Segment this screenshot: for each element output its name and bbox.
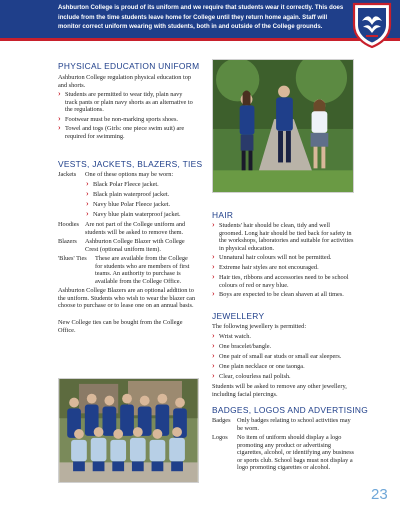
hair-bullet-colours: › Unnatural hair colours will not be permitted. (212, 254, 354, 262)
jewellery-item: › One bracelet/bangle. (212, 343, 354, 351)
blues-ties-definition: These are available from the College for students who are members of first teams. An authority to purchase is available from the College Office. (95, 255, 190, 285)
jewellery-item: › Wrist watch. (212, 333, 354, 341)
page-number: 23 (371, 486, 388, 503)
jacket-option: › Black plain waterproof jacket. (86, 191, 196, 199)
jackets-definition: One of these options may be worn: (85, 171, 174, 178)
jewellery-outro: Students will be asked to remove any other jewellery, including facial piercings. (212, 383, 347, 398)
hoodies-term: Hoodies (58, 221, 79, 228)
hair-bullet-styles: › Extreme hair styles are not encouraged. (212, 264, 354, 272)
students-walking-photo (212, 59, 354, 193)
pe-intro: Ashburton College regulation physical education top and shorts. (58, 74, 192, 89)
blazers-definition: Ashburton College Blazer with College Crest (optional uniform item). (85, 238, 185, 253)
hoodies-definition: Are not part of the College uniform and students will be asked to remove them. (85, 221, 186, 236)
header-divider (0, 38, 400, 41)
badges-definition: Only badges relating to school activities may be worn. (237, 417, 351, 432)
hair-heading: HAIR (212, 210, 234, 220)
jewellery-intro: The following jewellery is permitted: (212, 323, 307, 330)
jewellery-item: › Clear, colourless nail polish. (212, 373, 354, 381)
ties-paragraph: New College ties can be bought from the College Office. (58, 319, 183, 334)
hair-bullet-shaven: › Boys are expected to be clean shaven at all times. (212, 291, 354, 299)
blazers-term: Blazers (58, 238, 77, 245)
jacket-option: › Black Polar Fleece jacket. (86, 181, 196, 189)
header-banner (0, 0, 400, 38)
jacket-option: › Navy blue Polar Fleece jacket. (86, 201, 196, 209)
pe-bullet-trackpants: › Students are permitted to wear tidy, plain navy track pants or plain navy shorts as an alternative to the regulations. (58, 91, 196, 114)
blazers-paragraph: Ashburton College Blazers are an optional addition to the uniform. Students who wish to wear the blazer can choose to purchase or to lease one on an annual basis. (58, 287, 196, 310)
hair-bullet-grooming: › Students' hair should be clean, tidy and well groomed. Long hair should be tied back for safety in the workshops, laboratories and suitable for activities in physical education. (212, 222, 354, 252)
badges-term: Badges (212, 417, 231, 424)
pe-bullet-footwear: › Footwear must be non-marking sports shoes. (58, 116, 196, 124)
jacket-option: › Navy blue plain waterproof jacket. (86, 211, 196, 219)
uniform-notice: Ashburton College is proud of its uniform and we require that students wear it correctly. This does include from the time students leave home for College until they return home again. Staff will monitor correct uniform wearing with students, both in and outside of the College grounds. (58, 4, 344, 30)
logos-term: Logos (212, 434, 228, 441)
jewellery-heading: JEWELLERY (212, 311, 265, 321)
jackets-term: Jackets (58, 171, 77, 178)
badges-heading: BADGES, LOGOS AND ADVERTISING (212, 405, 369, 415)
vests-heading: VESTS, JACKETS, BLAZERS, TIES (58, 159, 203, 169)
students-group-photo (58, 378, 199, 483)
pe-bullet-swimming: › Towel and togs (Girls: one piece swim suit) are required for swimming. (58, 125, 196, 140)
jewellery-item: › One pair of small ear studs or small ear sleepers. (212, 353, 354, 361)
hair-bullet-accessories: › Hair ties, ribbons and accessories need to be school colours of red or navy blue. (212, 274, 354, 289)
logos-definition: No item of uniform should display a logo promoting any product or advertising cigarettes, alcohol, or identifying any business or sports club. School bags must not display a logo promoting cigarettes or alcohol. (237, 434, 354, 472)
pe-heading: PHYSICAL EDUCATION UNIFORM (58, 61, 200, 71)
blues-ties-term: 'Blues' Ties (58, 255, 87, 262)
jewellery-item: › One plain necklace or one taonga. (212, 363, 354, 371)
college-crest-icon (350, 1, 394, 49)
